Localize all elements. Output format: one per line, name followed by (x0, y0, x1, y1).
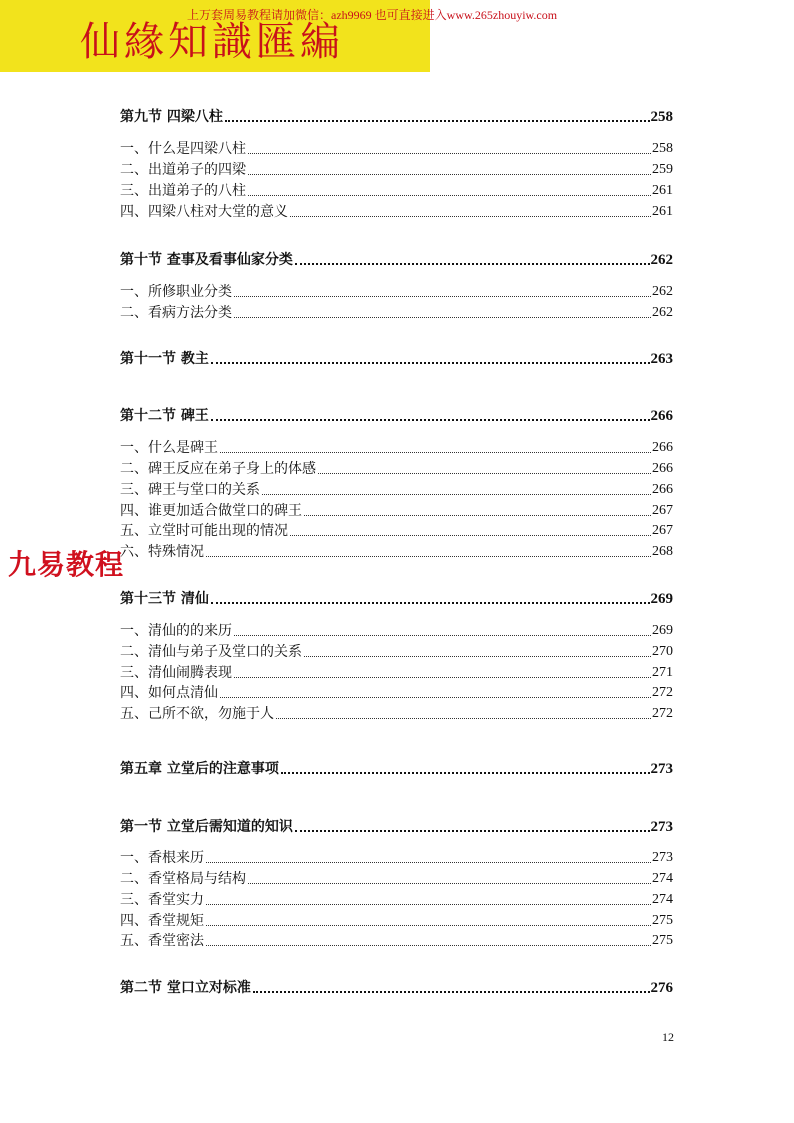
toc-entry-page: 266 (652, 482, 673, 497)
toc-entry-label: 一、什么是四梁八柱 (120, 141, 246, 157)
toc-entry-label: 一、香根来历 (120, 850, 204, 866)
toc-entry-label: 第五章 立堂后的注意事项 (120, 761, 279, 777)
toc-entry-label: 第十二节 碑王 (120, 408, 209, 424)
toc-entry-page: 272 (652, 706, 673, 721)
toc-entry-page: 272 (652, 685, 673, 700)
toc-item (120, 202, 673, 222)
dot-leader (206, 556, 651, 557)
dot-leader (206, 925, 651, 926)
toc-item (120, 663, 673, 683)
toc-item (120, 181, 673, 201)
toc-entry-page: 269 (652, 623, 673, 638)
toc-entry-label: 五、香堂密法 (120, 933, 204, 949)
promo-line: 上万套周易教程请加微信：azh9969 也可直接进入www.265zhouyiw.com (187, 8, 558, 22)
dot-leader (206, 945, 651, 946)
toc-entry-page: 262 (650, 252, 673, 268)
toc-entry-page: 273 (650, 819, 673, 835)
toc-item (120, 931, 673, 951)
dot-leader (248, 883, 651, 884)
toc-entry-page: 261 (652, 204, 673, 219)
toc-entry-label: 五、立堂时可能出现的情况 (120, 523, 288, 539)
dot-leader (295, 830, 650, 832)
toc-entry-label: 一、所修职业分类 (120, 284, 232, 300)
dot-leader (206, 862, 651, 863)
toc-entry-page: 266 (652, 440, 673, 455)
toc-entry-label: 四、如何点清仙 (120, 685, 218, 701)
toc-entry-page: 275 (652, 913, 673, 928)
toc-heading (120, 349, 673, 369)
toc-entry-page: 276 (650, 980, 673, 996)
dot-leader (290, 216, 651, 217)
toc-entry-page: 262 (652, 284, 673, 299)
toc-item (120, 501, 673, 521)
toc-entry-page: 259 (652, 162, 673, 177)
dot-leader (304, 515, 651, 516)
toc-entry-label: 一、清仙的的来历 (120, 623, 232, 639)
banner-title: 仙緣知識匯編 (80, 19, 344, 65)
toc-entry-page: 261 (652, 183, 673, 198)
toc-entry-label: 第十一节 教主 (120, 351, 209, 367)
dot-leader (253, 991, 650, 993)
dot-leader (211, 602, 650, 604)
dot-leader (234, 317, 651, 318)
dot-leader (225, 120, 650, 122)
toc-entry-page: 267 (652, 503, 673, 518)
toc-item (120, 848, 673, 868)
toc-entry-page: 266 (650, 408, 673, 424)
toc-entry-label: 二、看病方法分类 (120, 305, 232, 321)
toc-item (120, 480, 673, 500)
dot-leader (290, 535, 651, 536)
toc-entry-label: 四、香堂规矩 (120, 913, 204, 929)
toc-entry-label: 二、香堂格局与结构 (120, 871, 246, 887)
toc-item (120, 683, 673, 703)
toc-entry-page: 270 (652, 644, 673, 659)
toc-heading (120, 759, 673, 779)
toc-entry-label: 二、清仙与弟子及堂口的关系 (120, 644, 302, 660)
toc-item (120, 160, 673, 180)
toc-entry-label: 四、四梁八柱对大堂的意义 (120, 204, 288, 220)
toc-item (120, 890, 673, 910)
toc-entry-label: 一、什么是碑王 (120, 440, 218, 456)
dot-leader (295, 263, 650, 265)
toc-entry-label: 三、出道弟子的八柱 (120, 183, 246, 199)
toc-entry-page: 258 (652, 141, 673, 156)
dot-leader (262, 494, 651, 495)
toc-entry-label: 二、碑王反应在弟子身上的体感 (120, 461, 316, 477)
toc-entry-label: 第一节 立堂后需知道的知识 (120, 819, 293, 835)
toc-item (120, 459, 673, 479)
toc-heading (120, 978, 673, 998)
toc-entry-page: 266 (652, 461, 673, 476)
toc-heading (120, 817, 673, 837)
dot-leader (318, 473, 651, 474)
toc-entry-label: 第九节 四梁八柱 (120, 109, 223, 125)
toc-entry-label: 第十三节 清仙 (120, 591, 209, 607)
toc-entry-page: 274 (652, 871, 673, 886)
toc-entry-label: 四、谁更加适合做堂口的碑王 (120, 503, 302, 519)
dot-leader (206, 904, 651, 905)
toc-entry-page: 275 (652, 933, 673, 948)
toc-item (120, 704, 673, 724)
dot-leader (248, 153, 651, 154)
dot-leader (234, 296, 651, 297)
dot-leader (276, 718, 651, 719)
dot-leader (220, 452, 651, 453)
toc-entry-label: 三、碑王与堂口的关系 (120, 482, 260, 498)
dot-leader (234, 635, 651, 636)
toc-item (120, 911, 673, 931)
toc-entry-label: 第二节 堂口立对标准 (120, 980, 251, 996)
toc-entry-label: 三、清仙闹腾表现 (120, 665, 232, 681)
toc-entry-label: 三、香堂实力 (120, 892, 204, 908)
page-number: 12 (662, 1030, 674, 1044)
toc-entry-page: 268 (652, 544, 673, 559)
dot-leader (248, 195, 651, 196)
toc-item (120, 542, 673, 562)
toc-heading (120, 107, 673, 127)
toc-heading (120, 406, 673, 426)
toc-item (120, 642, 673, 662)
toc-entry-label: 第十节 查事及看事仙家分类 (120, 252, 293, 268)
toc-entry-page: 273 (652, 850, 673, 865)
dot-leader (211, 419, 650, 421)
toc-entry-page: 273 (650, 761, 673, 777)
toc-entry-page: 263 (650, 351, 673, 367)
toc-heading (120, 589, 673, 609)
toc-item (120, 438, 673, 458)
toc-heading (120, 250, 673, 270)
dot-leader (234, 677, 651, 678)
toc-entry-label: 五、己所不欲，勿施于人 (120, 706, 274, 722)
toc-entry-page: 271 (652, 665, 673, 680)
toc-item (120, 521, 673, 541)
dot-leader (211, 362, 650, 364)
watermark-text: 九易教程 (8, 548, 125, 581)
toc-item (120, 621, 673, 641)
toc-entry-page: 274 (652, 892, 673, 907)
toc-item (120, 869, 673, 889)
toc-entry-page: 269 (650, 591, 673, 607)
toc-entry-label: 六、特殊情况 (120, 544, 204, 560)
dot-leader (281, 772, 650, 774)
toc-entry-page: 258 (650, 109, 673, 125)
dot-leader (248, 174, 651, 175)
toc-item (120, 282, 673, 302)
toc-entry-page: 262 (652, 305, 673, 320)
toc-item (120, 303, 673, 323)
toc-entry-page: 267 (652, 523, 673, 538)
dot-leader (220, 697, 651, 698)
toc-item (120, 139, 673, 159)
toc-entry-label: 二、出道弟子的四梁 (120, 162, 246, 178)
dot-leader (304, 656, 651, 657)
